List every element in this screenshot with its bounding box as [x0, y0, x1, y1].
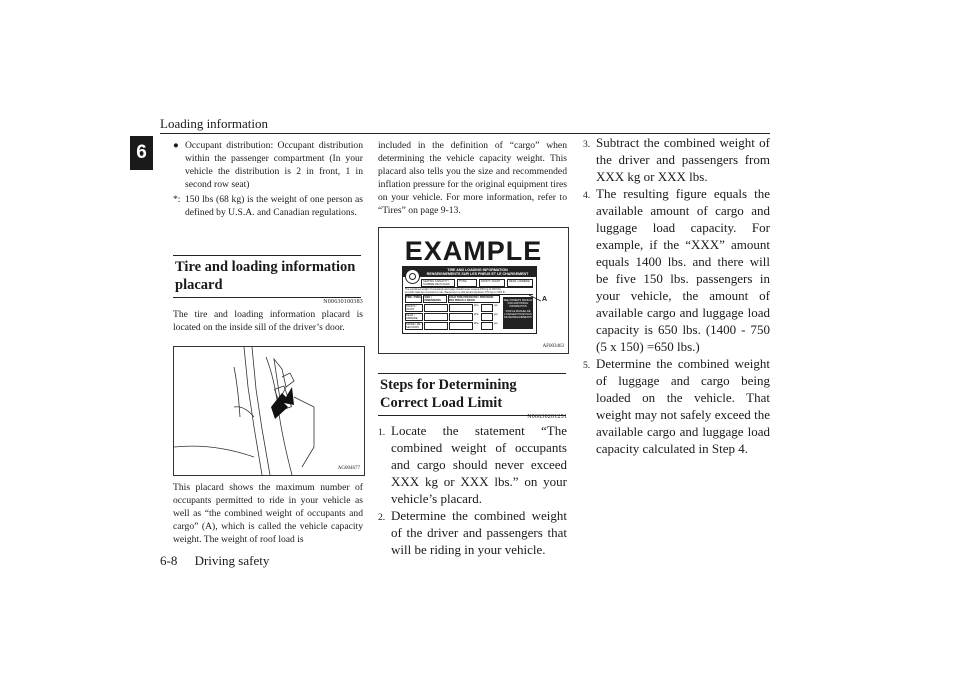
steps-list-part1: [378, 422, 567, 558]
placard-figure: [378, 227, 569, 354]
occupant-bullet: ● Occupant distribution: Occupant distribution within the passenger compartment (In your vehicle the distribution is 2 in front, 1 in second row seat): [173, 140, 363, 190]
step-1: 1. Locate the statement “The combined weight of occupants and cargo should never exceed XXX kg or XXX lbs.” on your vehicle’s placard.: [378, 423, 567, 506]
section-heading-placard: Tire and loading information placard: [173, 255, 361, 298]
spare-tire-row: SPARE / DE SECOURS kPa psi: [406, 322, 498, 329]
step-4: 4. The resulting figure equals the available amount of cargo and luggage load capacity. For example, if the “XXX” amount equals 1400 lbs. and there will be five 150 lbs. passengers in your vehicle, the amount of available cargo and luggage load capacity is 650 lbs. (1400 - 750 (5 x 150) =650 lbs.): [583, 186, 770, 354]
figure-code: AF003463: [542, 344, 564, 349]
page-number: 6-8: [160, 553, 178, 568]
step-5: 5. Determine the combined weight of luggage and cargo being loaded on the vehicle. That weight may not safely exceed the available cargo and luggage load capacity calculated in Step 4.: [583, 356, 770, 456]
section-code: N00630100383: [323, 299, 363, 305]
weight-note: *: 150 lbs (68 kg) is the weight of one person as defined by U.S.A. and Canadian regulations.: [173, 194, 363, 218]
pointer-arrow-icon: [271, 387, 294, 419]
intro-paragraph: The tire and loading information placard is located on the inside sill of the driver’s door.: [173, 309, 363, 333]
rear-tire-row: REAR / ARRIERE kPa psi: [406, 313, 498, 320]
chapter-tab: 6: [130, 136, 153, 170]
door-sill-figure: [173, 346, 365, 476]
step-3: 3. Subtract the combined weight of the driver and passengers from XXX kg or XXX lbs.: [583, 135, 770, 184]
steps-list-part2: [583, 134, 770, 457]
door-sill-illustration: [174, 347, 364, 475]
page-footer: [160, 553, 269, 569]
tire-loading-placard: [402, 266, 537, 334]
front-tire-row: FRONT / AVANT kPa psi: [406, 304, 498, 311]
page-header-title: Loading information: [160, 116, 268, 131]
placard-title: TIRE AND LOADING INFORMATION RENSEIGNEMENTS SUR LES PNEUS ET LE CHARGEMENT: [403, 267, 536, 277]
example-label: EXAMPLE: [404, 236, 543, 266]
figure-code: AG004677: [337, 466, 360, 471]
section-code: N00630201251: [527, 414, 567, 420]
weight-statement: The combined weight of occupants and cargo should never exceed XXX kg or XXX lbs. Le poids total des occupants et du chargement ne doit jamais dépasser XXX kg ou XXX lb.: [405, 287, 533, 295]
tire-icon: [405, 269, 420, 284]
seating-capacity-row: SEATING CAPACITY / NOMBRE DE PLACES TOTAL FRONT / AVANT REAR / ARRIERE: [421, 279, 533, 287]
owners-manual-note: SEE OWNER'S MANUAL FOR ADDITIONAL INFORMATION VOIR LE MANUEL DE L'USAGER POUR PLUS DE RENSEIGNEMENTS: [503, 297, 533, 329]
tire-pressure-table: TIRE / PNEU SIZE / DIMENSIONS COLD TIRE PRESSURE / PRESSION DES PNEUS A FROID FRONT / AVANT kPa psi REAR / ARRIERE kPa psi SPARE / DE SECOURS kPa psi: [405, 295, 500, 330]
column-1: [173, 139, 363, 219]
section-heading-load-limit: Steps for Determining Correct Load Limit: [378, 373, 566, 416]
step-2: 2. Determine the combined weight of the driver and passengers that will be riding in your vehicle.: [378, 508, 567, 557]
cargo-definition-paragraph: included in the definition of “cargo” when determining the vehicle capacity weight. This placard also tells you the size and recommended inflation pressure for the original equipment tires on your vehicle. For more information, refer to “Tires” on page 9-13.: [378, 140, 567, 216]
footer-section: Driving safety: [194, 553, 270, 568]
bullet-dot-icon: ●: [173, 140, 179, 151]
placard-description: This placard shows the maximum number of occupants permitted to ride in your vehicle as well as “the combined weight of occupants and cargo” (A), which is called the vehicle capacity weight. The weight of roof load is: [173, 482, 363, 545]
callout-a: A: [542, 296, 548, 303]
